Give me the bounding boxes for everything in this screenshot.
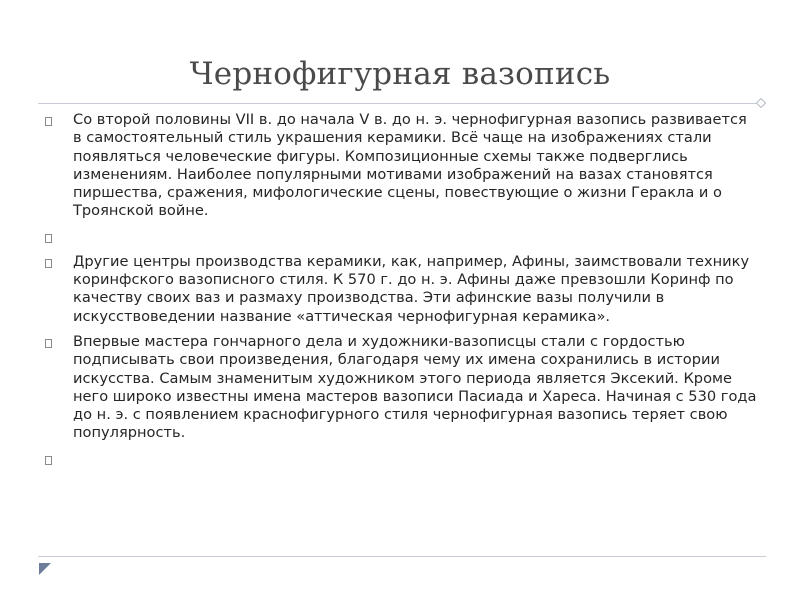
outline-square-bullet-icon: [45, 456, 52, 465]
bullet-text: Впервые мастера гончарного дела и художники-вазописцы стали с гордостью подписывать свои произведения, благодаря чему их имена сохранились в истории искусства. Самым знаменитым художником этого периода является Эксекий. Кроме него широко известны имена мастеров вазописи Пасиада и Хареса. Начиная с 530 года до н. э. с появлением краснофигурного стиля чернофигурная вазопись теряет свою популярность.: [73, 332, 757, 442]
bullet-text: Со второй половины VII в. до начала V в. до н. э. чернофигурная вазопись развивается в самостоятельный стиль украшения керамики. Всё чаще на изображениях стали появляться человеческие фигуры. Композиционные схемы также подверглись изменениям. Наиболее популярными мотивами изображений на вазах становятся пиршества, сражения, мифологические сцены, повествующие о жизни Геракла и о Троянской войне.: [73, 111, 747, 220]
bullet-item: [44, 228, 760, 246]
outline-square-bullet-icon: [45, 339, 52, 348]
bullet-item: [44, 111, 760, 221]
outline-square-bullet-icon: [45, 117, 52, 126]
corner-triangle-icon: [38, 562, 52, 576]
diamond-end-icon: [756, 98, 766, 108]
bullet-text: Другие центры производства керамики, как, например, Афины, заимствовали технику коринфского вазописного стиля. К 570 г. до н. э. Афины даже превзошли Коринф по качеству своих ваз и размаху производства. Эти афинские вазы получили в искусствоведении название «аттическая чернофигурная керамика».: [73, 252, 750, 325]
title-divider: [38, 103, 758, 104]
slide-title: Чернофигурная вазопись: [189, 56, 611, 92]
outline-square-bullet-icon: [45, 259, 52, 268]
bullet-item: [44, 333, 760, 443]
bullet-item: [44, 450, 760, 468]
outline-square-bullet-icon: [45, 234, 52, 243]
bullet-item: [44, 253, 760, 326]
slide-body: [44, 111, 760, 468]
footer-divider: [38, 556, 766, 557]
